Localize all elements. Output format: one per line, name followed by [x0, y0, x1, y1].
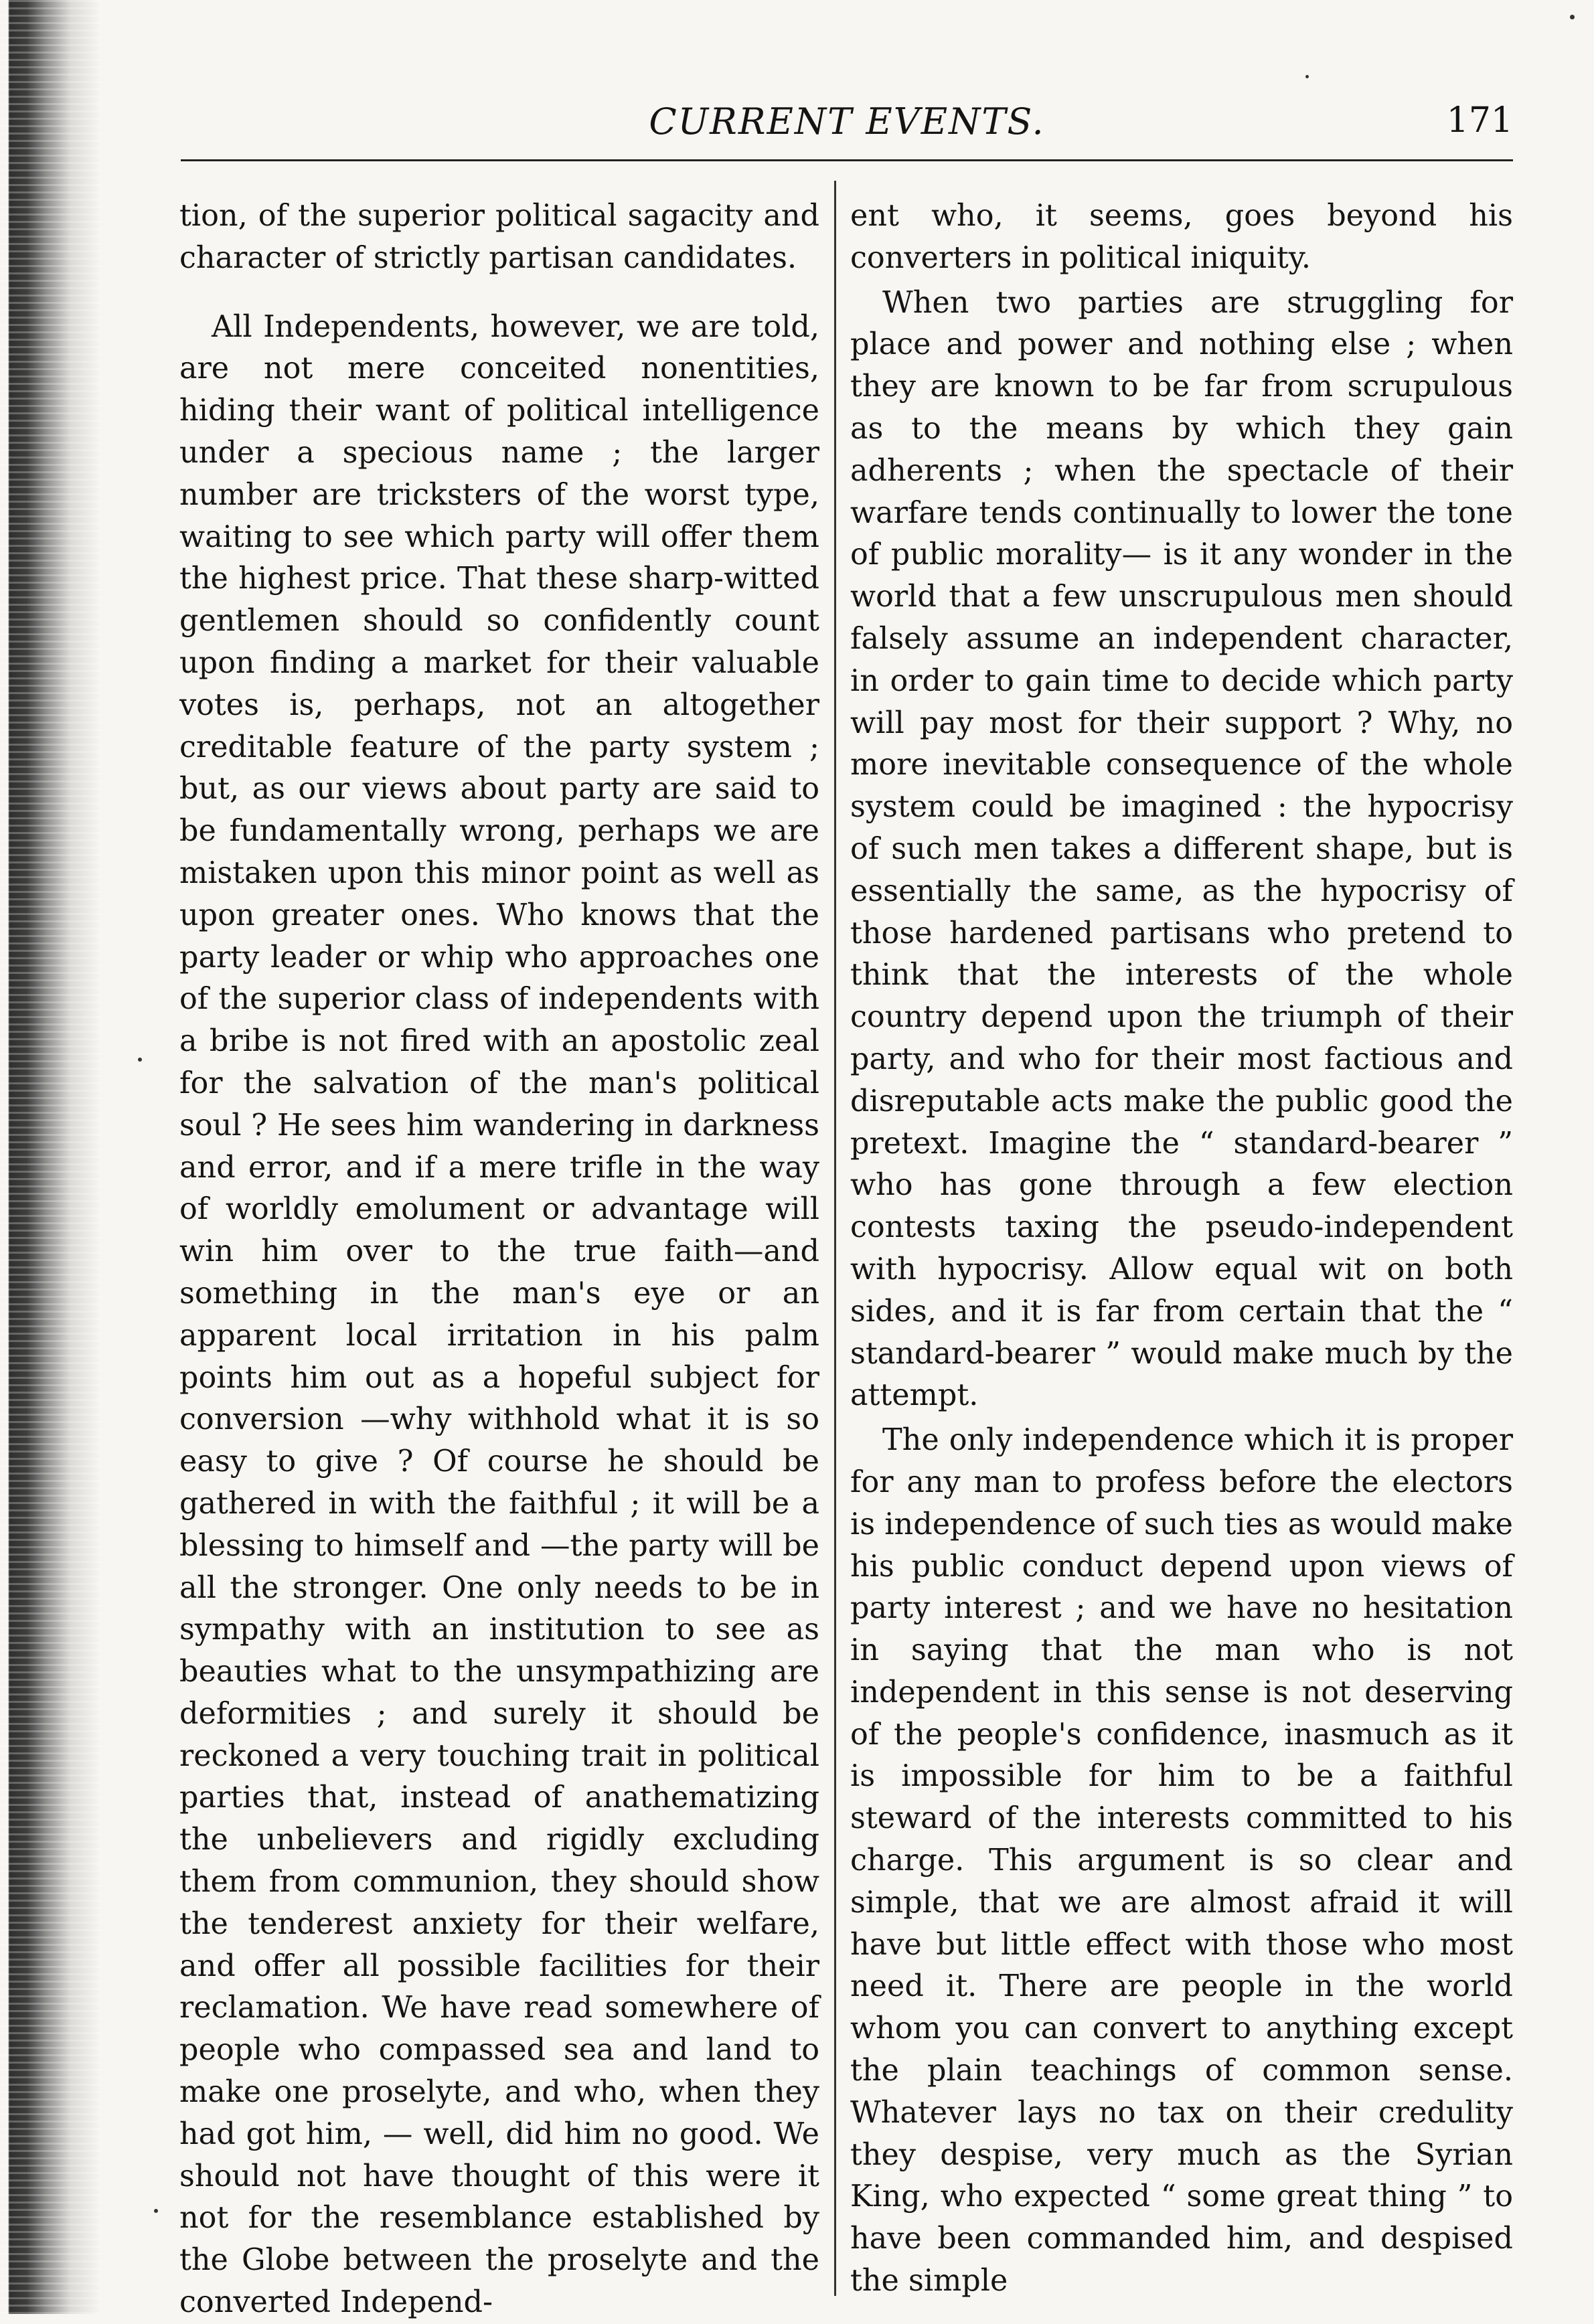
scan-speck: [154, 2209, 158, 2213]
running-title: CURRENT EVENTS.: [649, 100, 1045, 143]
column-divider: [834, 181, 836, 2296]
page-number: 171: [1446, 100, 1513, 141]
right-column: [850, 195, 1513, 2303]
scan-speck: [1570, 15, 1575, 19]
left-paragraph-2: All Independents, however, we are told, are not mere conceited nonentities, hiding their want of political intelligence under a specious name ; the larger number are tricksters of the worst type, waiting to see which party will offer them the highest price. That these sharp-witted gentlemen should so confidently count upon finding a market for their valuable votes is, perhaps, not an altogether creditable feature of the party system ; but, as our views about party are said to be fundamentally wrong, perhaps we are mistaken upon this minor point as well as upon greater ones. Who knows that the party leader or whip who approaches one of the superior class of independents with a bribe is not fired with an apostolic zeal for the salvation of the man's political soul ? He sees him wandering in darkness and error, and if a mere trifle in the way of worldly emolument or advantage will win him over to the true faith—and something in the man's eye or an apparent local irritation in his palm points him out as a hopeful subject for conversion —why withhold what it is so easy to give ? Of course he should be gathered in with the faithful ; it will be a blessing to himself and —the party will be all the stronger. One only needs to be in sympathy with an institution to see as beauties what to the unsympathizing are deformities ; and surely it should be reckoned a very touching trait in political parties that, instead of anathematizing the unbelievers and rigidly excluding them from communion, they should show the tenderest anxiety for their welfare, and offer all possible facilities for their reclamation. We have read somewhere of people who compassed sea and land to make one proselyte, and who, when they had got him, — well, did him no good. We should not have thought of this were it not for the resemblance established by the Globe between the proselyte and the converted Independ-: [179, 309, 819, 2320]
left-paragraph-1: tion, of the superior political sagacity and character of strictly partisan candidates.: [179, 199, 819, 275]
header-rule: [181, 159, 1513, 161]
page-header: [181, 100, 1513, 154]
scan-speck: [138, 1058, 142, 1062]
right-paragraph-1: ent who, it seems, goes beyond his converters in political iniquity.: [850, 199, 1513, 275]
left-column: [179, 195, 819, 2324]
right-paragraph-3: The only independence which it is proper for any man to profess before the electors is independence of such ties as would make his public conduct depend upon views of party interest ; and we have no hesitation in saying that the man who is not independent in this sense is not deserving of the people's confidence, inasmuch as it is impossible for him to be a faithful steward of the interests committed to his charge. This argument is so clear and simple, that we are almost afraid it will have but little effect with those who most need it. There are people in the world whom you can convert to anything except the plain teachings of common sense. Whatever lays no tax on their credulity they despise, very much as the Syrian King, who expected “ some great thing ” to have been commanded him, and despised the simple: [850, 1423, 1513, 2299]
scan-speck: [1305, 75, 1309, 78]
scan-edge-shadow: [0, 0, 100, 2314]
right-paragraph-2: When two parties are struggling for place and power and nothing else ; when they are known to be far from scrupulous as to the means by which they gain adherents ; when the spectacle of their warfare tends continually to lower the tone of public morality— is it any wonder in the world that a few unscrupulous men should falsely assume an independent character, in order to gain time to decide which party will pay most for their support ? Why, no more inevitable consequence of the whole system could be imagined : the hypocrisy of such men takes a different shape, but is essentially the same, as the hypocrisy of those hardened partisans who pretend to think that the interests of the whole country depend upon the triumph of their party, and who for their most factious and disreputable acts make the public good the pretext. Imagine the “ standard-bearer ” who has gone through a few election contests taxing the pseudo-independent with hypocrisy. Allow equal wit on both sides, and it is far from certain that the “ standard-bearer ” would make much by the attempt.: [850, 285, 1513, 1413]
